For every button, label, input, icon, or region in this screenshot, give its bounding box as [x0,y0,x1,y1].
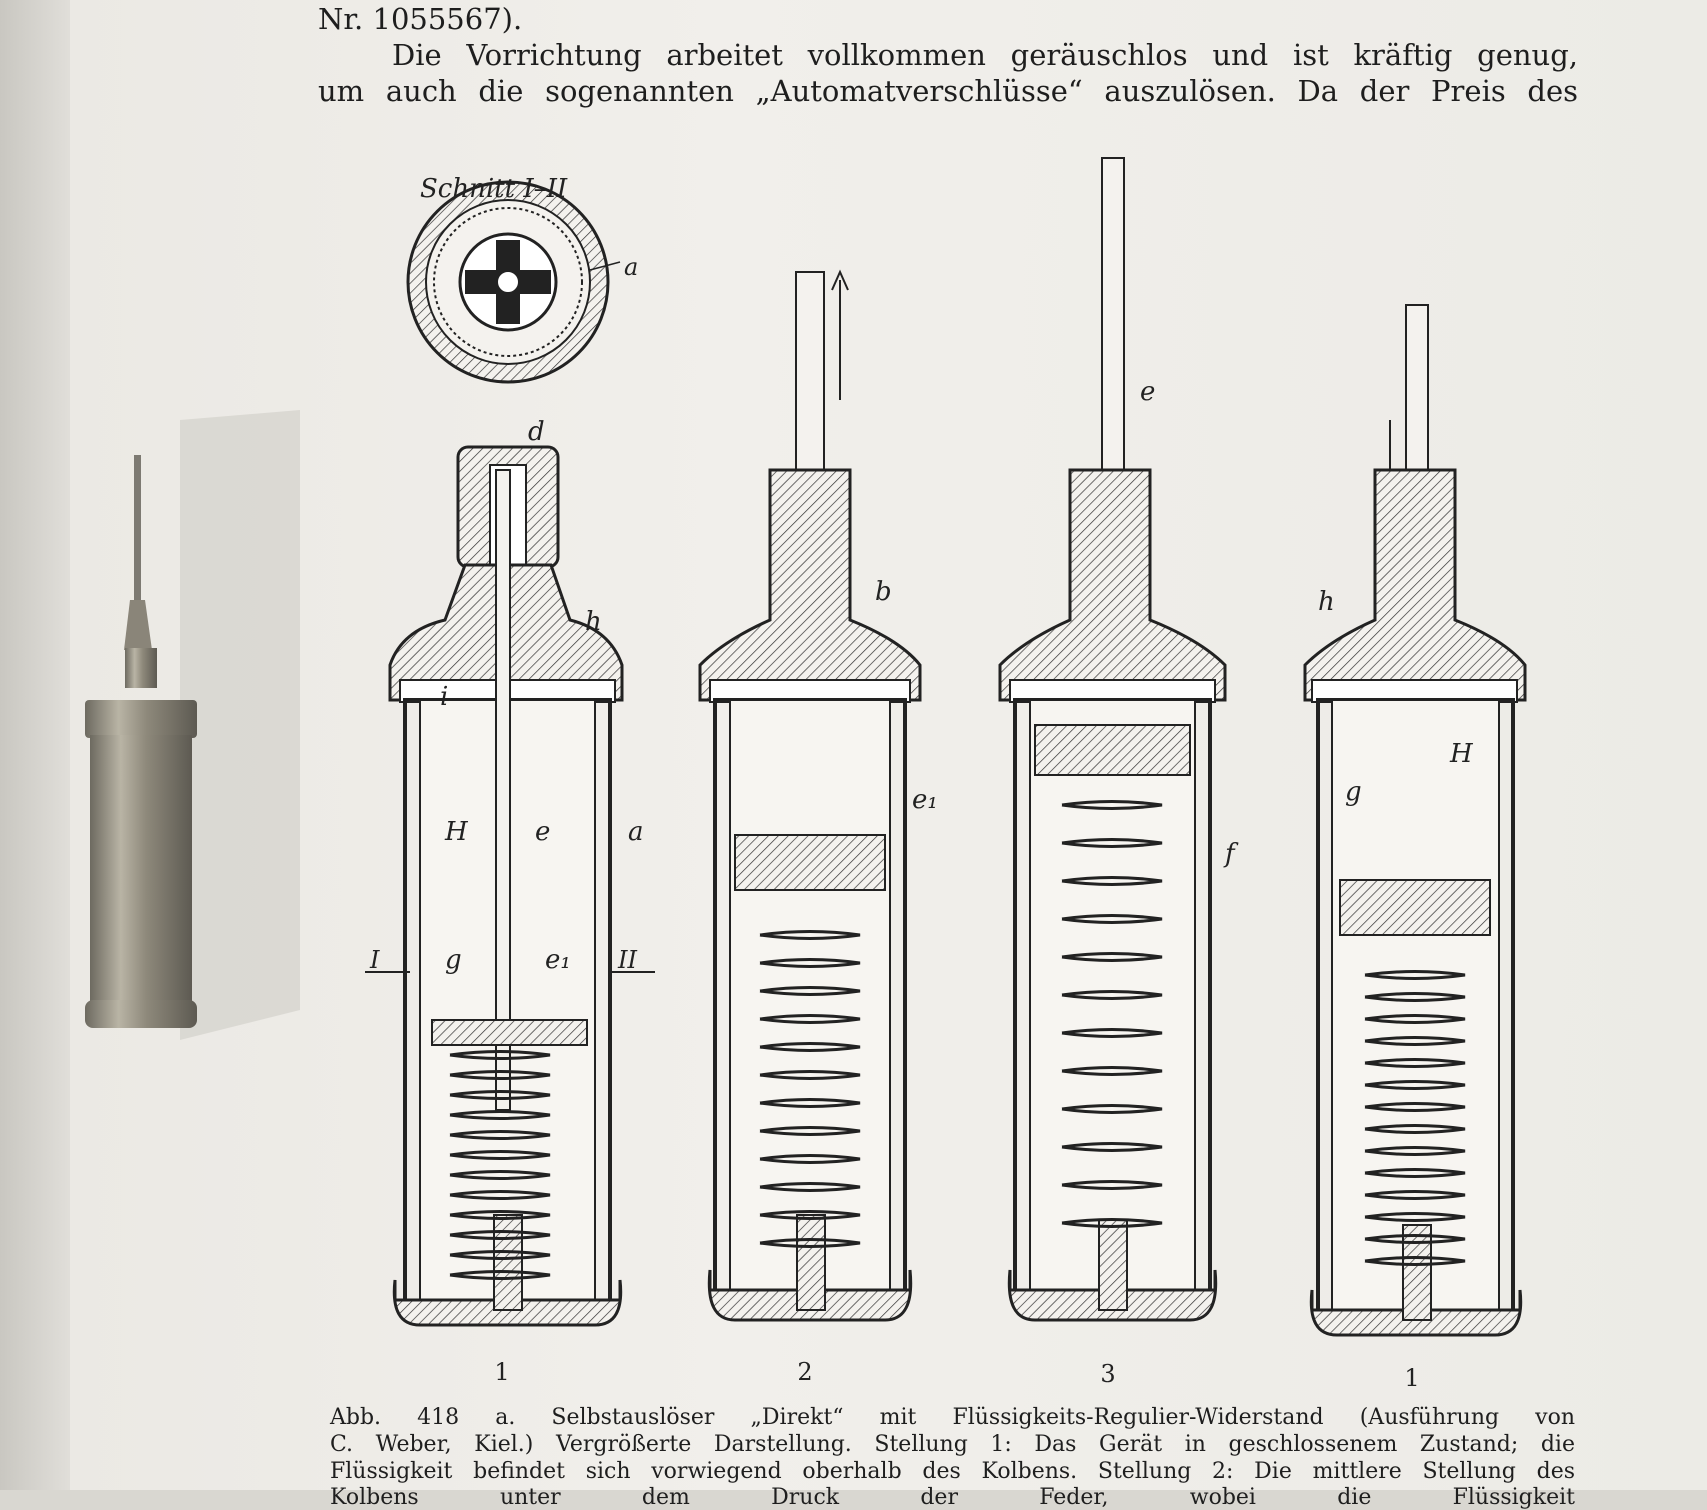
svg-text:e₁: e₁ [912,785,938,815]
caption-line-2: C. Weber, Kiel.) Vergrößerte Darstellung. Stellung 1: Das Gerät in geschlossenem Zustand; die [330,1432,1575,1457]
caption-line-1: Abb. 418 a. Selbstauslöser „Direkt“ mit Flüssigkeits-Regulier-Widerstand (Ausführung von [330,1405,1575,1430]
svg-text:d: d [528,417,545,447]
figure-label-3: 3 [1100,1360,1116,1388]
svg-text:H: H [1450,739,1473,769]
svg-text:a: a [628,817,644,847]
svg-text:h: h [585,607,602,637]
svg-text:e: e [535,817,551,847]
figure-4 [1305,305,1525,1335]
svg-text:I: I [370,946,380,974]
figure-label-1: 1 [494,1358,510,1386]
svg-text:g: g [1345,777,1362,807]
svg-text:b: b [875,577,892,607]
section-label: Schnitt I–II [420,174,568,204]
svg-text:e: e [1140,377,1156,407]
figure-label-2: 2 [797,1358,813,1386]
text-line-2: Die Vorrichtung arbeitet vollkommen geräuschlos und ist kräftig genug, [392,38,1578,72]
figure-3 [1000,158,1239,1320]
caption-line-4: Kolbens unter dem Druck der Feder, wobei die Flüssigkeit [330,1485,1575,1510]
figure-2 [700,272,938,1320]
figure-label-4: 1 [1404,1364,1420,1392]
caption-line-3: Flüssigkeit befindet sich vorwiegend oberhalb des Kolbens. Stellung 2: Die mittlere Stellung des [330,1459,1575,1484]
svg-text:h: h [1318,587,1335,617]
svg-text:i: i [440,682,449,712]
svg-text:g: g [445,945,462,975]
svg-text:II: II [618,946,637,974]
svg-text:e₁: e₁ [545,945,571,975]
figure-1 [365,417,655,1325]
svg-text:f: f [1225,839,1235,869]
text-line-3: um auch die sogenannten „Automatverschlüsse“ auszulösen. Da der Preis des [318,74,1578,108]
section-view [408,182,638,382]
svg-text:H: H [445,817,468,847]
svg-text:a: a [624,253,639,281]
device-shadow [180,410,300,1040]
text-line-1: Nr. 1055567). [318,2,523,36]
